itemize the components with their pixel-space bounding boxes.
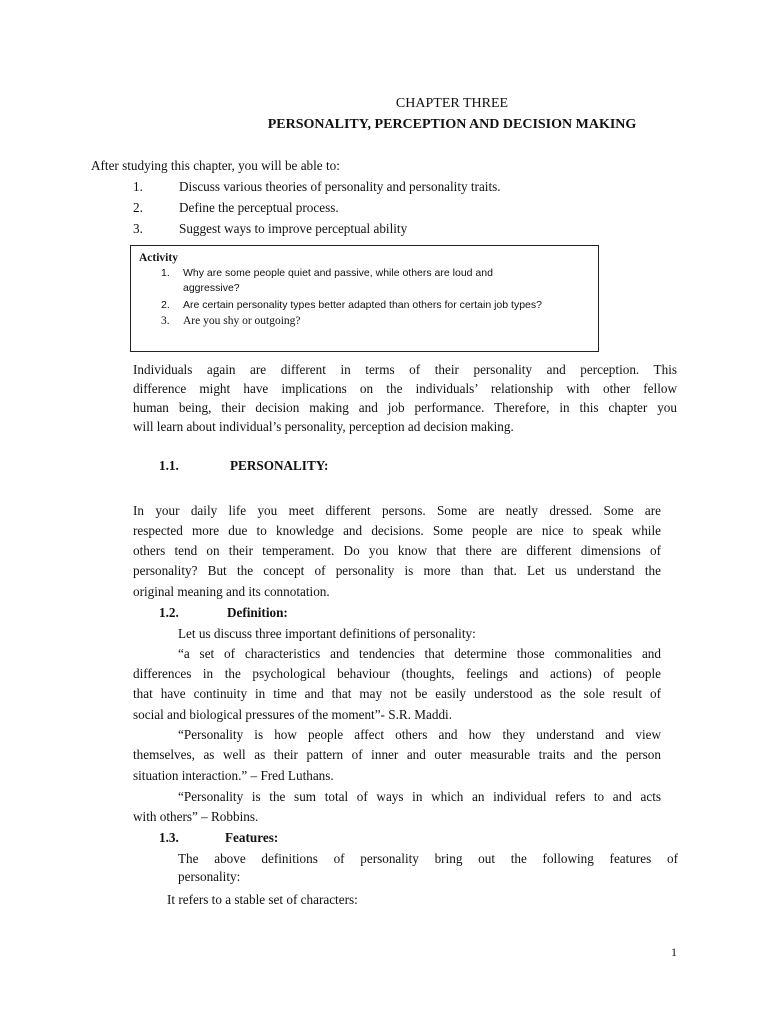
activity-question-number: 2. [161,299,170,311]
definition-robbins-line: with others” – Robbins. [133,809,259,824]
definition-maddi-line: social and biological pressures of the moment”- S.R. Maddi. [133,707,452,722]
objective-text: Suggest ways to improve perceptual ability [179,221,408,236]
objective-text: Define the perceptual process. [179,200,339,215]
section-title: Definition: [227,605,288,620]
definition-maddi-line: differences in the psychological behaviour (thoughts, feelings and actions) of people [133,666,661,681]
intro-paragraph-line: Individuals again are different in terms of their personality and perception. This [133,362,677,377]
intro-paragraph-line: will learn about individual’s personality, perception ad decision making. [133,419,514,434]
definition-luthans-line: situation interaction.” – Fred Luthans. [133,768,334,783]
definition-luthans-line: “Personality is how people affect others and how they understand and view [178,727,661,742]
intro-paragraph-line: human being, their decision making and job performance. Therefore, in this chapter you [133,400,677,415]
definition-maddi-line: “a set of characteristics and tendencies that determine those commonalities and [178,646,661,661]
personality-paragraph-line: respected more due to knowledge and decisions. Some people are nice to speak while [133,523,661,538]
activity-question-2: Are certain personality types better adapted than others for certain job types? [183,299,542,311]
section-number: 1.3. [159,830,179,845]
page-number: 1 [671,945,677,959]
chapter-title: PERSONALITY, PERCEPTION AND DECISION MAKING [267,117,637,132]
personality-paragraph-line: others tend on their temperament. Do you know that there are different dimensions of [133,543,661,558]
feature-point: It refers to a stable set of characters: [167,892,358,907]
intro-paragraph-line: difference might have implications on the individuals’ relationship with other fellow [133,381,677,396]
chapter-label: CHAPTER THREE [395,96,509,111]
activity-question-1-line-2: aggressive? [183,282,240,294]
objective-number: 3. [133,221,143,236]
objective-text: Discuss various theories of personality and personality traits. [179,179,501,194]
activity-question-3: Are you shy or outgoing? [183,315,301,327]
definitions-intro: Let us discuss three important definitions of personality: [178,626,476,641]
definition-robbins-line: “Personality is the sum total of ways in which an individual refers to and acts [178,789,661,804]
activity-label: Activity [139,252,178,264]
activity-question-number: 1. [161,267,170,279]
personality-paragraph-line: original meaning and its connotation. [133,584,330,599]
activity-question-1-line-1: Why are some people quiet and passive, while others are loud and [183,267,493,279]
features-intro-line: personality: [178,869,241,884]
activity-box [130,245,599,352]
objective-number: 2. [133,200,143,215]
personality-paragraph-line: personality? But the concept of personality is more than that. Let us understand the [133,563,661,578]
definition-luthans-line: themselves, as well as their pattern of inner and outer measurable traits and the person [133,747,661,762]
section-number: 1.1. [159,458,179,473]
features-intro-line: The above definitions of personality bring out the following features of [178,851,678,866]
activity-question-number: 3. [161,315,170,327]
definition-maddi-line: that have continuity in time and that may not be easily understood as the sole result of [133,686,661,701]
section-title: PERSONALITY: [230,458,329,473]
objectives-intro: After studying this chapter, you will be able to: [91,158,340,173]
section-number: 1.2. [159,605,179,620]
section-title: Features: [225,830,279,845]
personality-paragraph-line: In your daily life you meet different persons. Some are neatly dressed. Some are [133,503,661,518]
objective-number: 1. [133,179,143,194]
